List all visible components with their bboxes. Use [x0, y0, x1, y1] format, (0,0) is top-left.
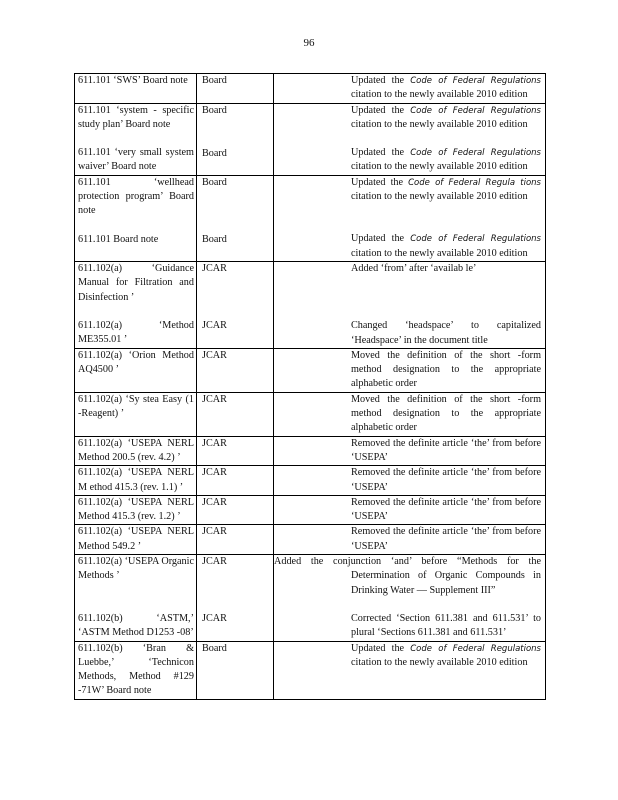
change-cell — [274, 495, 546, 525]
table-row — [75, 641, 546, 699]
section-text: 611.102(a) ‘USEPA Organic Methods ’ — [78, 556, 194, 582]
section-text: 611.102(a) ‘Orion Method AQ4500 ’ — [78, 349, 194, 376]
change-fragment: Updated the — [351, 104, 411, 116]
section-cell — [75, 436, 197, 466]
change-text — [274, 262, 545, 276]
table-row — [75, 175, 546, 261]
change-fragment: Updated the — [351, 147, 411, 159]
section-text: 611.101 ‘system - specific study plan’ Board note — [78, 104, 194, 130]
change-fragment: citation to the newly available 2010 edition — [351, 656, 528, 668]
cfr-title: Code of Federal Regulations — [410, 643, 541, 654]
table-row — [75, 466, 546, 496]
source-text: JCAR — [202, 613, 227, 625]
section-text: 611.102(b) ‘Bran & Luebbe,’ ‘Technicon Methods, Method #129 -71W’ Board note — [78, 642, 194, 697]
change-cell — [274, 525, 546, 555]
section-cell — [75, 392, 197, 436]
source-cell — [197, 261, 274, 348]
section-text: 611.101 ‘wellhead protection program’ Board note — [78, 176, 194, 217]
source-text: JCAR — [202, 262, 227, 274]
source-cell — [197, 495, 274, 525]
source-text: Board — [202, 147, 227, 159]
source-text: JCAR — [202, 320, 227, 332]
source-text: JCAR — [202, 437, 227, 449]
change-fragment: Updated the — [351, 233, 411, 245]
section-text: 611.102(a) ‘USEPA NERL Method 549.2 ’ — [78, 526, 194, 552]
change-text — [274, 612, 545, 641]
table-row — [75, 348, 546, 392]
cfr-title: Code of Federal Regulations — [410, 234, 541, 245]
change-fragment: citation to the newly available 2010 edition — [351, 191, 528, 203]
cfr-title: Code of Federal Regulations — [410, 148, 541, 159]
change-fragment: citation to the newly available 2010 edition — [351, 247, 528, 259]
change-text — [274, 642, 545, 671]
change-text — [274, 176, 545, 205]
changes-table — [74, 73, 546, 700]
section-cell — [75, 525, 197, 555]
table-row — [75, 495, 546, 525]
change-cell — [274, 103, 546, 175]
change-text — [274, 466, 545, 495]
source-text: Board — [202, 642, 227, 654]
change-fragment: Corrected ‘Section 611.381 and 611.531’ to plural ‘Sections 611.381 and 611.531’ — [351, 612, 541, 639]
table-row — [75, 261, 546, 348]
section-text: 611.102(a) ‘Sy stea Easy (1 -Reagent) ’ — [78, 393, 194, 420]
change-cell — [274, 392, 546, 436]
change-text — [274, 146, 545, 175]
change-fragment: Added the conjunction ‘and’ before “Methods for the Determination of Organic Compounds in Drinking Water — Supplement III” — [274, 556, 541, 596]
source-cell — [197, 103, 274, 175]
source-text: Board — [202, 75, 227, 86]
source-cell — [197, 74, 274, 104]
change-cell — [274, 175, 546, 261]
change-cell — [274, 261, 546, 348]
section-text: 611.102(a) ‘USEPA NERL Method 415.3 (rev. 1.2) ’ — [78, 496, 194, 523]
change-fragment: citation to the newly available 2010 edition — [351, 89, 528, 101]
source-cell — [197, 466, 274, 496]
change-text — [274, 496, 545, 525]
section-cell — [75, 261, 197, 348]
change-fragment: citation to the newly available 2010 edition — [351, 118, 528, 130]
cfr-title: Code of Federal Regula tions — [408, 177, 541, 188]
change-fragment: Changed ‘headspace’ to capitalized ‘Headspace’ in the document title — [351, 320, 541, 346]
source-text: JCAR — [202, 526, 227, 538]
section-text: 611.102(a) ‘USEPA NERL M ethod 415.3 (rev. 1.1) ’ — [78, 467, 194, 493]
table-row — [75, 74, 546, 104]
change-fragment: Moved the definition of the short -form method designation to the appropriate alphabetic order — [351, 349, 541, 390]
section-text: 611.102(a) ‘USEPA NERL Method 200.5 (rev. 4.2) ’ — [78, 437, 194, 463]
change-text — [274, 74, 545, 103]
section-cell — [75, 555, 197, 641]
source-text: JCAR — [202, 556, 227, 568]
change-cell — [274, 641, 546, 699]
change-text — [274, 104, 545, 133]
cfr-title: Code of Federal Regulations — [410, 76, 541, 86]
change-fragment: citation to the newly available 2010 edition — [351, 161, 528, 173]
section-cell — [75, 641, 197, 699]
change-text — [274, 437, 545, 466]
table-row — [75, 525, 546, 555]
change-fragment: Removed the definite article ‘the’ from before ‘USEPA’ — [351, 437, 541, 463]
change-text — [274, 393, 545, 436]
change-text — [274, 319, 545, 348]
source-cell — [197, 175, 274, 261]
change-text — [274, 349, 545, 392]
change-cell — [274, 436, 546, 466]
change-text — [274, 232, 545, 261]
change-fragment: Moved the definition of the short -form method designation to the appropriate alphabetic order — [351, 393, 541, 434]
section-cell — [75, 175, 197, 261]
section-text: 611.101 ‘SWS’ Board note — [78, 75, 188, 86]
cfr-title: Code of Federal Regulations — [410, 105, 541, 116]
changes-table-body — [75, 74, 546, 700]
source-text: Board — [202, 176, 227, 188]
change-fragment: Added ‘from’ after ‘availab le’ — [351, 262, 477, 274]
section-text: 611.102(a) ‘Method ME355.01 ’ — [78, 319, 194, 346]
change-text-wide — [274, 556, 541, 596]
change-fragment: Removed the definite article ‘the’ from before ‘USEPA’ — [351, 496, 541, 523]
table-row — [75, 103, 546, 175]
source-cell — [197, 525, 274, 555]
source-text: JCAR — [202, 496, 227, 508]
source-cell — [197, 436, 274, 466]
table-row — [75, 436, 546, 466]
source-text: Board — [202, 234, 227, 246]
source-cell — [197, 348, 274, 392]
section-text: 611.101 ‘very small system waiver’ Board note — [78, 147, 194, 173]
section-cell — [75, 495, 197, 525]
source-cell — [197, 392, 274, 436]
table-row — [75, 392, 546, 436]
change-fragment: Updated the — [351, 642, 411, 654]
section-cell — [75, 103, 197, 175]
section-text: 611.101 Board note — [78, 233, 159, 245]
section-cell — [75, 348, 197, 392]
change-cell — [274, 555, 546, 641]
change-text — [274, 525, 545, 554]
change-cell — [274, 74, 546, 104]
change-fragment: Removed the definite article ‘the’ from before ‘USEPA’ — [351, 467, 541, 493]
change-text — [274, 555, 545, 598]
section-cell — [75, 466, 197, 496]
table-row — [75, 555, 546, 641]
source-cell — [197, 641, 274, 699]
section-text: 611.102(a) ‘Guidance Manual for Filtration and Disinfection ’ — [78, 262, 194, 303]
source-text: JCAR — [202, 393, 227, 405]
change-cell — [274, 466, 546, 496]
source-text: JCAR — [202, 467, 227, 479]
section-cell — [75, 74, 197, 104]
source-text: Board — [202, 104, 227, 116]
page-number: 96 — [303, 37, 315, 49]
source-text: JCAR — [202, 349, 227, 361]
change-fragment: Removed the definite article ‘the’ from before ‘USEPA’ — [351, 526, 541, 552]
section-text: 611.102(b) ‘ASTM,’ ‘ASTM Method D1253 -08’ — [78, 612, 194, 638]
change-fragment: Updated the — [351, 176, 409, 188]
change-fragment: Updated the — [351, 75, 411, 86]
source-cell — [197, 555, 274, 641]
change-cell — [274, 348, 546, 392]
